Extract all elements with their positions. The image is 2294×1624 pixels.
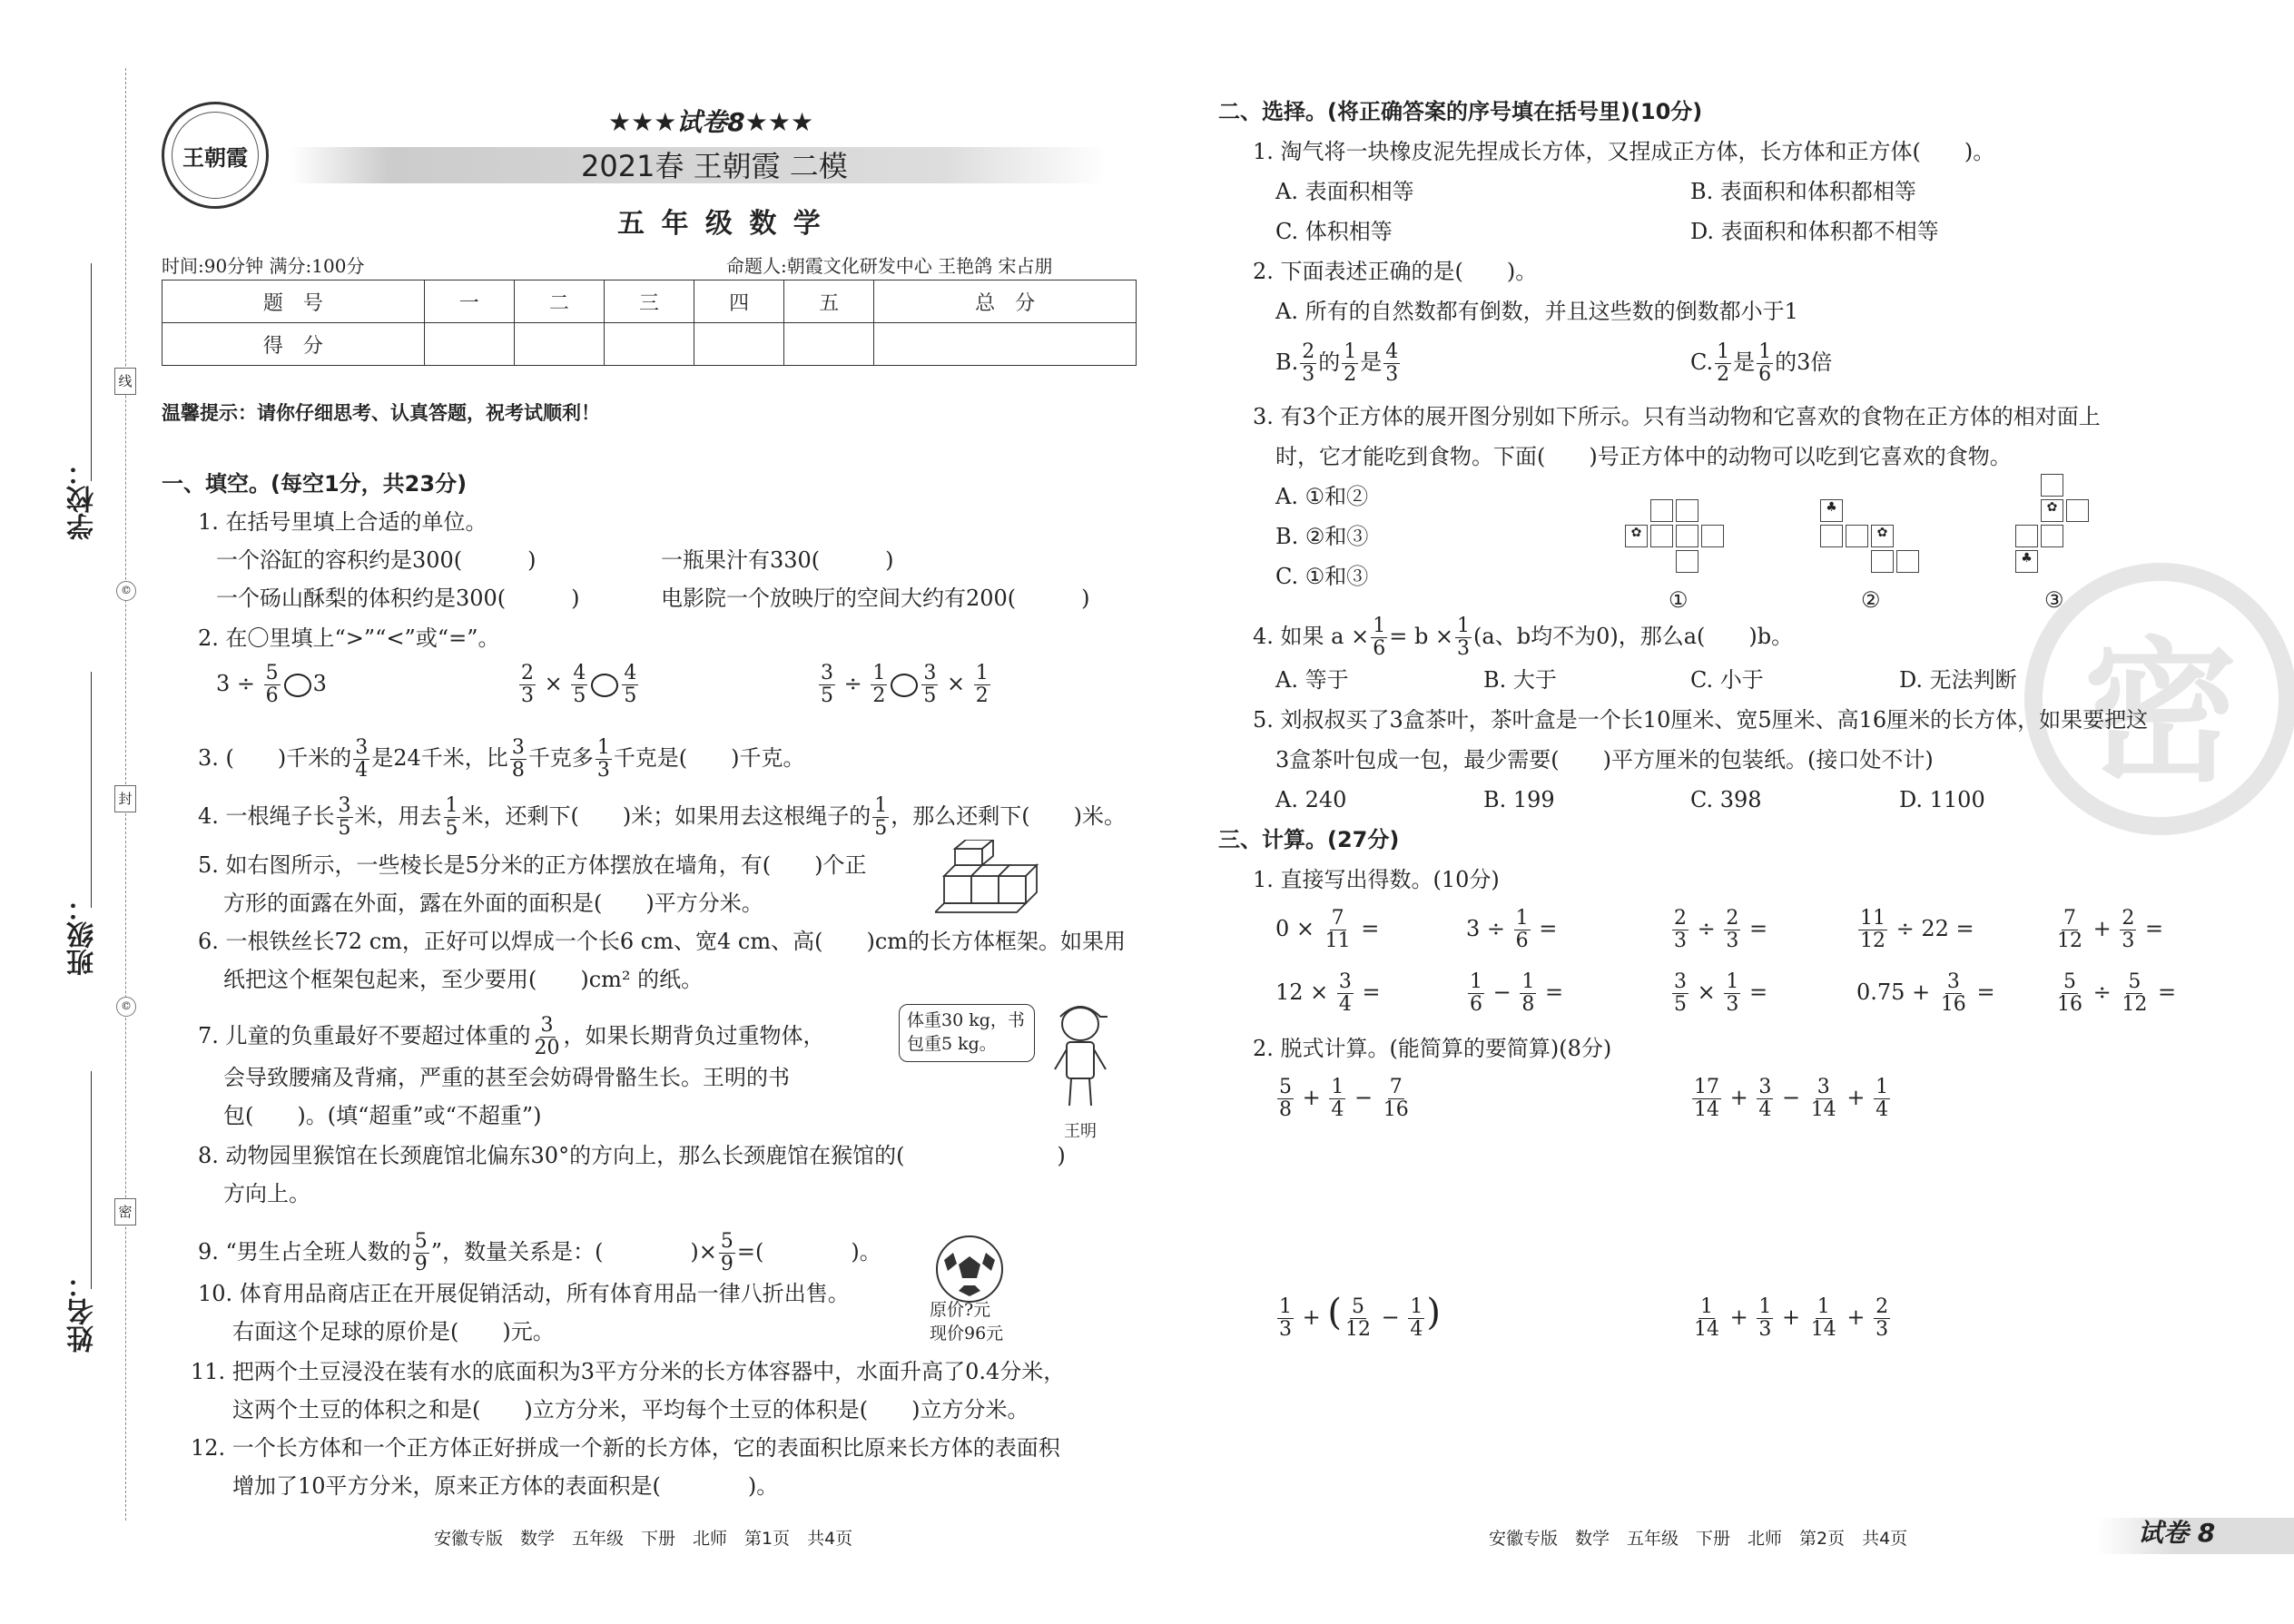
score-input[interactable] <box>784 323 874 366</box>
q2-5b: 3盒茶叶包成一包，最少需要( )平方厘米的包装纸。(接口处不计) <box>1275 747 1934 773</box>
q2-5C[interactable]: C. 398 <box>1690 787 1762 812</box>
paper-badge: 试卷 8 <box>2138 1518 2216 1548</box>
food-icon: ♣ <box>1820 499 1843 522</box>
q1-11a: 11. 把两个土豆浸没在装有水的底面积为3平方分米的长方体容器中，水面升高了0.4分米， <box>191 1359 1066 1384</box>
q2-2C[interactable]: C. $\frac{1}{2}$ 是 $\frac{1}{6}$ 的3倍 <box>1690 340 1833 386</box>
q2-5B[interactable]: B. 199 <box>1483 787 1555 812</box>
speech-bubble: 体重30 kg，书包重5 kg。 <box>899 1004 1035 1062</box>
section3-title: 三、计算。(27分) <box>1218 827 1400 852</box>
q2-1A[interactable]: A. 表面积相等 <box>1275 179 1414 204</box>
footer-right: 安徽专版 数学 五年级 下册 北师 第2页 共4页 <box>1489 1529 1908 1549</box>
step-calc: $\frac{5}{8}$ + $\frac{1}{4}$ − $\frac{7}{16}$ <box>1279 1076 1409 1121</box>
q2-2B[interactable]: B. $\frac{2}{3}$ 的 $\frac{1}{2}$ 是 $\frac{4}{3}$ <box>1275 340 1399 386</box>
q1-1a: 一个浴缸的容积约是300( ) <box>216 547 537 573</box>
oral-calc: $\frac{5}{16}$ ÷ $\frac{5}{12}$ = <box>2057 970 2177 1016</box>
oral-calc: $\frac{2}{3}$ ÷ $\frac{2}{3}$ = <box>1674 907 1768 952</box>
q1-1c: 一个砀山酥梨的体积约是300( ) <box>216 586 580 611</box>
step-calc: $\frac{1}{3}$ + ( $\frac{5}{12}$ − $\frac{1}{4}$ ) <box>1279 1292 1441 1341</box>
q1-10a: 10. 体育用品商店正在开展促销活动，所有体育用品一律八折出售。 <box>198 1281 850 1306</box>
paper-series: ★★★试卷8★★★ <box>608 107 814 137</box>
q2-3B[interactable]: B. ②和③ <box>1275 524 1369 549</box>
q1-7c: 会导致腰痛及背痛，严重的甚至会妨碍骨骼生长。王明的书 <box>223 1065 790 1090</box>
compare-2: $\frac{2}{3}$ × $\frac{4}{5}$ $\frac{4}{5}$ <box>521 662 637 707</box>
q2-5A[interactable]: A. 240 <box>1275 787 1347 812</box>
q1-10b: 右面这个足球的原价是( )元。 <box>232 1319 555 1344</box>
class-field[interactable] <box>91 672 92 908</box>
score-cell: 五 <box>784 281 874 323</box>
ball-original-price: 原价?元 <box>930 1300 991 1320</box>
boy-name: 王明 <box>1064 1122 1097 1141</box>
cube-net-2 <box>1820 499 1938 590</box>
score-header-row <box>162 281 1137 323</box>
score-input[interactable] <box>874 323 1137 366</box>
q2-4B[interactable]: B. 大于 <box>1483 667 1557 693</box>
oral-calc: 12 × $\frac{3}{4}$ = <box>1275 970 1381 1016</box>
footer-left: 安徽专版 数学 五年级 下册 北师 第1页 共4页 <box>434 1529 853 1549</box>
score-cell: 总 分 <box>874 281 1137 323</box>
q1-3: 3. ( )千米的 $\frac{3}{4}$ 是24千米，比 $\frac{3}{8}$ 千克多 $\frac{1}{3}$ 千克是( )千克。 <box>198 736 805 782</box>
score-input[interactable] <box>604 323 694 366</box>
authors: 命题人:朝霞文化研发中心 王艳鸽 宋占朋 <box>726 255 1053 277</box>
oral-calc: 0 × $\frac{7}{11}$ = <box>1275 907 1380 952</box>
oral-calc: $\frac{7}{12}$ + $\frac{2}{3}$ = <box>2057 907 2164 952</box>
q1-8a: 8. 动物园里猴馆在长颈鹿馆北偏东30°的方向上，那么长颈鹿馆在猴馆的( ) <box>198 1143 1066 1168</box>
school-label: 学校： <box>67 458 99 540</box>
q2-3C[interactable]: C. ①和③ <box>1275 564 1369 589</box>
score-input[interactable] <box>514 323 604 366</box>
name-field[interactable] <box>91 1071 92 1289</box>
cube-net-1 <box>1625 499 1734 590</box>
q2-1D[interactable]: D. 表面积和体积都不相等 <box>1690 219 1939 244</box>
compare-circle[interactable] <box>591 674 618 697</box>
class-label: 班级： <box>67 894 99 976</box>
oral-calc: $\frac{11}{12}$ ÷ 22 = <box>1860 907 1974 952</box>
q1-2: 2. 在〇里填上“>”“<”或“=”。 <box>198 625 500 651</box>
q2-1B[interactable]: B. 表面积和体积都相等 <box>1690 179 1916 204</box>
q1-9: 9. “男生占全班人数的 $\frac{5}{9}$ ”，数量关系是：( )× $\frac{5}{9}$ =( )。 <box>198 1230 881 1275</box>
compare-1: 3 ÷ $\frac{5}{6}$ 3 <box>216 662 327 707</box>
q1-7a: 7. 儿童的负重最好不要超过体重的 $\frac{3}{20}$ ，如果长期背负过重物体， <box>198 1014 825 1059</box>
compare-circle[interactable] <box>891 674 918 697</box>
q2-4D[interactable]: D. 无法判断 <box>1899 667 2017 693</box>
football-icon <box>933 1233 1006 1305</box>
compare-3: $\frac{3}{5}$ ÷ $\frac{1}{2}$ $\frac{3}{5}$ × $\frac{1}{2}$ <box>821 662 989 707</box>
subject-title: 五 年 级 数 学 <box>617 208 824 240</box>
boy-illustration <box>1044 997 1117 1115</box>
score-input[interactable] <box>424 323 514 366</box>
publisher-logo <box>162 102 269 209</box>
q1-7d: 包( )。(填“超重”或“不超重”) <box>223 1103 542 1128</box>
tip: 温馨提示：请你仔细思考、认真答题，祝考试顺利！ <box>162 402 600 424</box>
score-input[interactable] <box>694 323 784 366</box>
binding-tag-seal: 封 <box>114 785 136 812</box>
q1-1b: 一瓶果汁有330( ) <box>661 547 894 573</box>
q2-1C[interactable]: C. 体积相等 <box>1275 219 1393 244</box>
cube-net-3 <box>2015 474 2106 592</box>
q2-3b: 时，它才能吃到食物。下面( )号正方体中的动物可以吃到它喜欢的食物。 <box>1275 444 2012 469</box>
net-label-1: ① <box>1669 587 1689 613</box>
oral-calc: $\frac{1}{6}$ − $\frac{1}{8}$ = <box>1470 970 1564 1016</box>
score-cell: 四 <box>694 281 784 323</box>
q1-1d: 电影院一个放映厅的空间大约有200( ) <box>661 586 1090 611</box>
score-row <box>162 323 1137 366</box>
q1-11b: 这两个土豆的体积之和是( )立方分米，平均每个土豆的体积是( )立方分米。 <box>232 1397 1029 1422</box>
step-calc: $\frac{17}{14}$ + $\frac{3}{4}$ − $\frac{3}{14}$ + $\frac{1}{4}$ <box>1694 1076 1889 1121</box>
section1-title: 一、填空。(每空1分，共23分) <box>162 471 468 497</box>
step-calc: $\frac{1}{14}$ + $\frac{1}{3}$ + $\frac{1}{14}$ + $\frac{2}{3}$ <box>1694 1295 1889 1341</box>
q2-4: 4. 如果 a × $\frac{1}{6}$ = b × $\frac{1}{3}$ (a、b均不为0)，那么a( )b。 <box>1253 615 1794 660</box>
ball-current-price: 现价96元 <box>930 1324 1004 1343</box>
school-field[interactable] <box>91 263 92 481</box>
q2-3A[interactable]: A. ①和② <box>1275 484 1369 509</box>
binding-knot: © <box>116 997 136 1017</box>
page-title: 2021春 王朝霞 二模 <box>581 149 848 183</box>
score-cell: 二 <box>514 281 604 323</box>
animal-icon: ✿ <box>2041 499 2063 522</box>
score-cell: 三 <box>604 281 694 323</box>
q2-2A[interactable]: A. 所有的自然数都有倒数，并且这些数的倒数都小于1 <box>1275 299 1798 324</box>
cubes-figure <box>935 840 1053 921</box>
score-cell: 一 <box>424 281 514 323</box>
logo-text: 王朝霞 <box>172 112 259 199</box>
q2-5D[interactable]: D. 1100 <box>1899 787 1985 812</box>
net-label-3: ③ <box>2044 587 2064 613</box>
q2-3a: 3. 有3个正方体的展开图分别如下所示。只有当动物和它喜欢的食物在正方体的相对面上 <box>1253 404 2101 429</box>
q2-5a: 5. 刘叔叔买了3盒茶叶，茶叶盒是一个长10厘米、宽5厘米、高16厘米的长方体，如果要把这 <box>1253 707 2149 733</box>
animal-icon: ✿ <box>1871 525 1894 547</box>
q1-4: 4. 一根绳子长 $\frac{3}{5}$ 米，用去 $\frac{1}{5}$ 米，还剩下( )米；如果用去这根绳子的 $\frac{1}{5}$ ，那么还剩下( )米。 <box>198 794 1126 840</box>
q1-12a: 12. 一个长方体和一个正方体正好拼成一个新的长方体，它的表面积比原来长方体的表面积 <box>191 1435 1060 1461</box>
binding-tag-secret: 密 <box>114 1198 136 1225</box>
score-cell: 得 分 <box>162 323 425 366</box>
name-label: 姓名： <box>67 1271 99 1353</box>
q1-5b: 方形的面露在外面，露在外面的面积是( )平方分米。 <box>223 891 763 916</box>
q2-1: 1. 淘气将一块橡皮泥先捏成长方体，又捏成正方体，长方体和正方体( )。 <box>1253 139 1995 164</box>
q1-8b: 方向上。 <box>223 1181 310 1206</box>
food-icon: ♣ <box>2015 550 2038 573</box>
oral-calc: 0.75 + $\frac{3}{16}$ = <box>1856 970 1995 1016</box>
q1-6b: 纸把这个框架包起来，至少要用( )cm² 的纸。 <box>223 967 704 992</box>
score-cell: 题 号 <box>162 281 425 323</box>
q2-4C[interactable]: C. 小于 <box>1690 667 1764 693</box>
secret-stamp: 密 <box>2024 563 2294 835</box>
binding-knot: © <box>116 581 136 601</box>
oral-calc: $\frac{3}{5}$ × $\frac{1}{3}$ = <box>1674 970 1768 1016</box>
oral-calc: 3 ÷ $\frac{1}{6}$ = <box>1466 907 1558 952</box>
q1-1: 1. 在括号里填上合适的单位。 <box>198 509 487 535</box>
compare-circle[interactable] <box>284 674 311 697</box>
q3-1: 1. 直接写出得数。(10分) <box>1253 867 1500 892</box>
binding-tag-line: 线 <box>114 368 136 395</box>
net-label-2: ② <box>1861 587 1881 613</box>
q1-12b: 增加了10平方分米，原来正方体的表面积是( )。 <box>232 1473 779 1499</box>
q1-5a: 5. 如右图所示，一些棱长是5分米的正方体摆放在墙角，有( )个正 <box>198 852 867 878</box>
q2-4A[interactable]: A. 等于 <box>1275 667 1349 693</box>
q3-2: 2. 脱式计算。(能简算的要简算)(8分) <box>1253 1036 1612 1061</box>
animal-icon: ✿ <box>1625 525 1648 547</box>
section2-title: 二、选择。(将正确答案的序号填在括号里)(10分) <box>1218 99 1703 124</box>
score-table <box>162 280 1137 366</box>
q2-2: 2. 下面表述正确的是( )。 <box>1253 259 1538 284</box>
time-info: 时间:90分钟 满分:100分 <box>162 255 365 277</box>
q1-6a: 6. 一根铁丝长72 cm，正好可以焊成一个长6 cm、宽4 cm、高( )cm的长方体框架。如果用 <box>198 929 1127 954</box>
